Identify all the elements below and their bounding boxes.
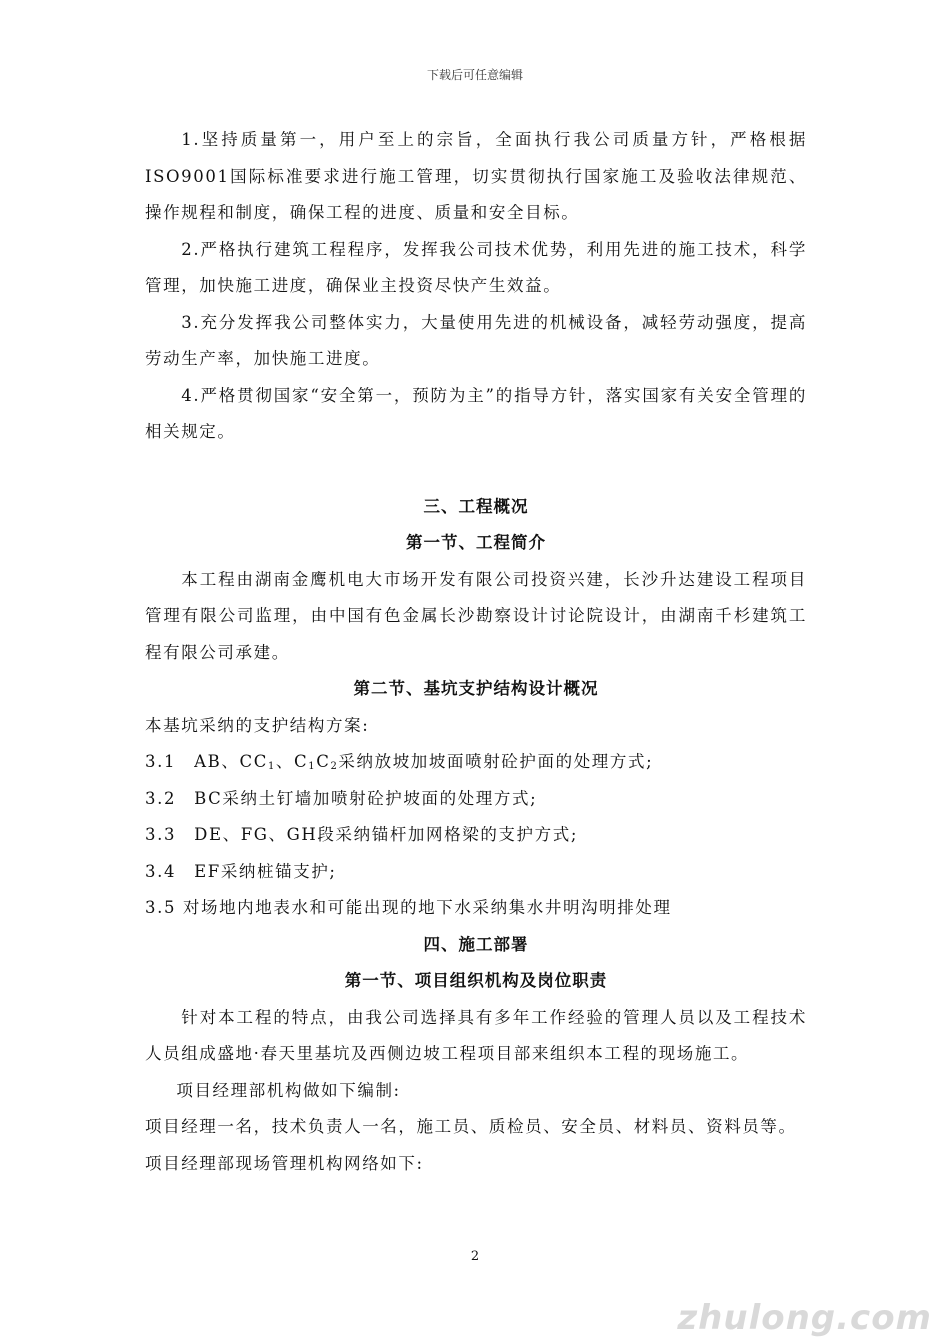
section-3-heading: 三、工程概况 xyxy=(423,496,529,516)
support-item-3-1: 3.1 AB、$CC_1$、$C_1C_2$采纳放坡加坡面喷射砼护面的处理方式; xyxy=(145,752,654,772)
section-spacer xyxy=(145,451,807,489)
page-header: 下载后可任意编辑 xyxy=(426,68,523,82)
section-3-sub1-heading: 第一节、工程简介 xyxy=(406,533,546,552)
support-item-3-2: 3.2 BC采纳土钉墙加喷射砼护坡面的处理方式; xyxy=(145,788,538,808)
project-overview-paragraph: 本工程由湖南金鹰机电大市场开发有限公司投资兴建，长沙升达建设工程项目管理有限公司监理，由中国有色金属长沙勘察设计讨论院设计，由湖南千杉建筑工程有限公司承建。 xyxy=(145,569,807,662)
page-number: 2 xyxy=(470,1249,480,1264)
section-3-sub2-heading: 第二节、基坑支护结构设计概况 xyxy=(353,679,599,698)
support-item-3-4: 3.4 EF采纳桩锚支护; xyxy=(145,861,337,881)
department-setup-paragraph: 项目经理部机构做如下编制: xyxy=(176,1080,401,1100)
watermark: zhulong.com xyxy=(677,1298,932,1338)
intro-paragraph-4: 4.严格贯彻国家“安全第一，预防为主”的指导方针，落实国家有关安全管理的相关规定。 xyxy=(145,385,807,441)
support-item-3-3: 3.3 DE、FG、GH段采纳锚杆加网格梁的支护方式; xyxy=(145,825,578,844)
intro-paragraph-1: 1.坚持质量第一，用户至上的宗旨，全面执行我公司质量方针，严格根据ISO9001国际标准要求进行施工管理，切实贯彻执行国家施工及验收法律规范、操作规程和制度，确保工程的进度、质量和安全目标。 xyxy=(145,130,807,222)
support-item-3-5: 3.5 对场地内地表水和可能出现的地下水采纳集水井明沟明排处理 xyxy=(145,898,672,917)
staff-list-paragraph: 项目经理一名，技术负责人一名，施工员、质检员、安全员、材料员、资料员等。 xyxy=(145,1117,797,1136)
intro-paragraph-3: 3.充分发挥我公司整体实力，大量使用先进的机械设备，减轻劳动强度，提高劳动生产率，加快施工进度。 xyxy=(145,312,807,368)
section-4-heading: 四、施工部署 xyxy=(423,934,529,954)
organization-paragraph: 针对本工程的特点，由我公司选择具有多年工作经验的管理人员以及工程技术人员组成盛地·春天里基坑及西侧边坡工程项目部来组织本工程的现场施工。 xyxy=(145,1007,807,1063)
intro-paragraph-2: 2.严格执行建筑工程程序，发挥我公司技术优势，利用先进的施工技术，科学管理，加快施工进度，确保业主投资尽快产生效益。 xyxy=(145,239,807,295)
document-body xyxy=(145,122,807,1182)
support-scheme-intro: 本基坑采纳的支护结构方案: xyxy=(145,715,370,735)
section-4-sub1-heading: 第一节、项目组织机构及岗位职责 xyxy=(344,971,608,990)
network-intro-paragraph: 项目经理部现场管理机构网络如下: xyxy=(145,1153,424,1173)
